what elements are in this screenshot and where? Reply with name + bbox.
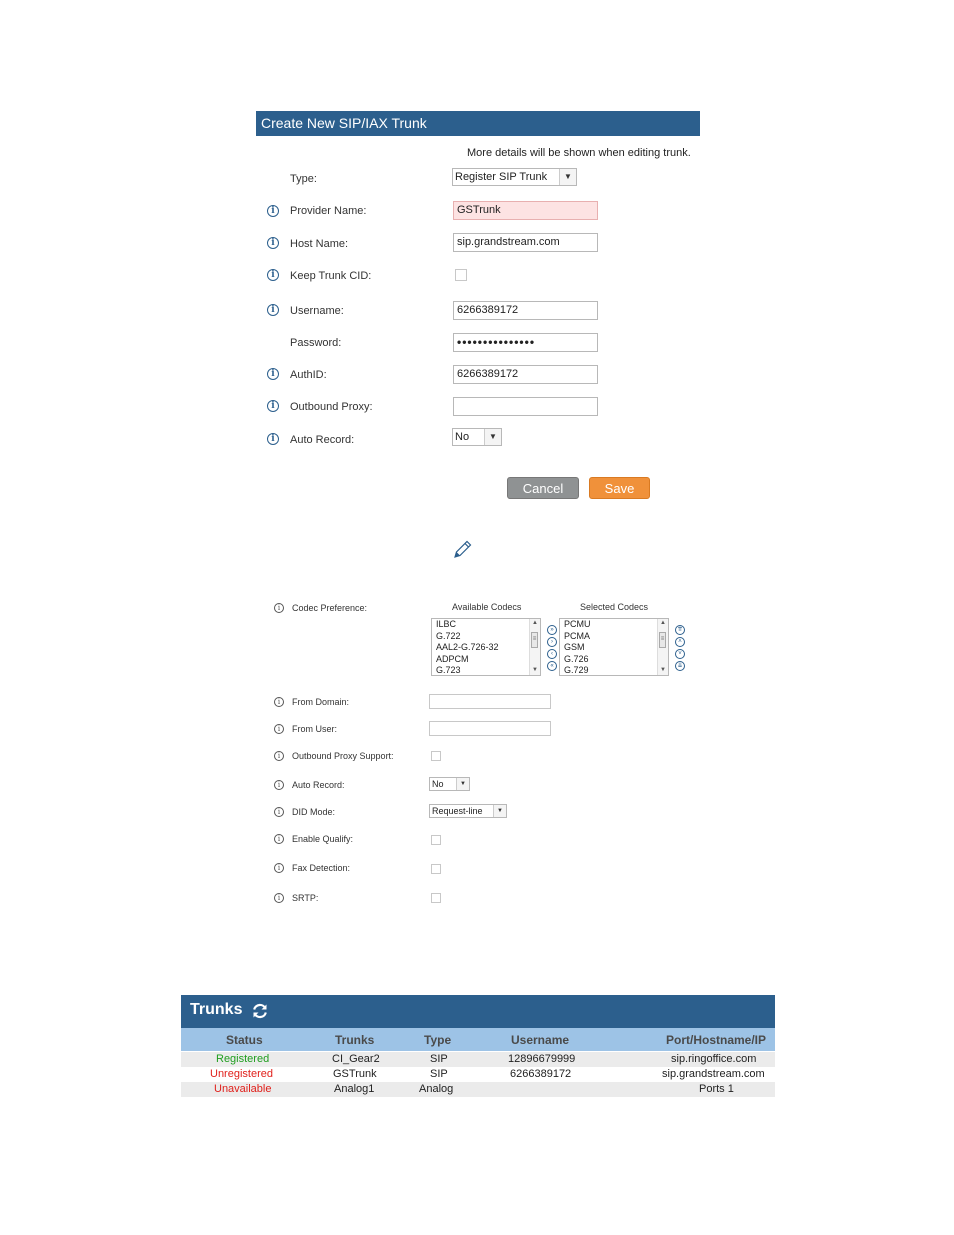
dialog-title: Create New SIP/IAX Trunk xyxy=(256,111,700,136)
available-codecs-caption: Available Codecs xyxy=(452,602,522,612)
auto-record-select-value: No xyxy=(455,431,470,443)
move-bottom-icon[interactable]: ⇊ xyxy=(675,661,685,671)
trunk-name: CI_Gear2 xyxy=(332,1053,380,1065)
info-icon[interactable]: i xyxy=(274,780,284,790)
auto-record-label: Auto Record: xyxy=(290,434,355,446)
table-row[interactable] xyxy=(181,1067,775,1082)
cancel-button[interactable]: Cancel xyxy=(507,477,579,499)
chevron-up-icon[interactable]: ▲ xyxy=(532,620,538,626)
srtp-checkbox[interactable] xyxy=(431,893,441,903)
trunk-name: GSTrunk xyxy=(333,1068,377,1080)
selected-codecs-caption: Selected Codecs xyxy=(580,602,649,612)
did-mode-select-value: Request-line xyxy=(432,806,483,816)
column-header-status[interactable]: Status xyxy=(226,1033,263,1047)
move-down-icon[interactable]: ˅ xyxy=(675,649,685,659)
authid-label: AuthID: xyxy=(290,369,327,381)
from-domain-label: From Domain: xyxy=(292,697,350,707)
trunk-host: sip.grandstream.com xyxy=(662,1068,765,1080)
move-right-icon[interactable]: › xyxy=(547,637,557,647)
pencil-icon[interactable] xyxy=(452,538,474,560)
trunk-username: 12896679999 xyxy=(508,1053,576,1065)
column-header-host[interactable]: Port/Hostname/IP xyxy=(666,1033,767,1047)
info-icon[interactable]: i xyxy=(274,863,284,873)
enable-qualify-checkbox[interactable] xyxy=(431,835,441,845)
trunks-header xyxy=(181,995,775,1028)
refresh-icon[interactable] xyxy=(251,1002,269,1020)
auto-record-select-advanced[interactable] xyxy=(429,777,470,791)
username-input[interactable]: 6266389172 xyxy=(453,301,598,320)
scrollbar-thumb[interactable]: ≡ xyxy=(531,632,538,648)
info-icon[interactable]: i xyxy=(274,807,284,817)
column-header-trunks[interactable]: Trunks xyxy=(335,1033,375,1047)
chevron-down-icon[interactable]: ▼ xyxy=(660,667,666,673)
info-icon[interactable]: i xyxy=(267,269,279,281)
list-item[interactable]: G.723 xyxy=(436,665,461,675)
list-item[interactable]: PCMU xyxy=(564,619,591,629)
trunk-username: 6266389172 xyxy=(510,1068,572,1080)
type-label: Type: xyxy=(290,173,317,185)
scrollbar[interactable] xyxy=(657,619,668,675)
chevron-down-icon[interactable]: ▼ xyxy=(532,667,538,673)
auto-record-label-advanced: Auto Record: xyxy=(292,780,345,790)
srtp-label: SRTP: xyxy=(292,893,319,903)
table-header xyxy=(181,1028,775,1051)
list-item[interactable]: ILBC xyxy=(436,619,457,629)
trunk-type: SIP xyxy=(430,1068,448,1080)
authid-input[interactable]: 6266389172 xyxy=(453,365,598,384)
keep-trunk-cid-label: Keep Trunk CID: xyxy=(290,270,372,282)
enable-qualify-label: Enable Qualify: xyxy=(292,834,354,844)
list-item[interactable]: ADPCM xyxy=(436,653,469,664)
list-item[interactable]: PCMA xyxy=(564,630,591,641)
host-name-input[interactable]: sip.grandstream.com xyxy=(453,233,598,252)
available-codecs-list[interactable] xyxy=(431,618,541,676)
outbound-proxy-label: Outbound Proxy: xyxy=(290,401,373,413)
info-icon[interactable]: i xyxy=(267,304,279,316)
type-select[interactable] xyxy=(452,168,577,186)
fax-detection-checkbox[interactable] xyxy=(431,864,441,874)
column-header-type[interactable]: Type xyxy=(424,1033,452,1047)
move-all-left-icon[interactable]: « xyxy=(547,661,557,671)
status-badge: Registered xyxy=(216,1053,270,1065)
did-mode-select[interactable] xyxy=(429,804,507,818)
outbound-proxy-input[interactable] xyxy=(453,397,598,416)
auto-record-select-value: No xyxy=(432,779,444,789)
list-item[interactable]: G.722 xyxy=(436,630,461,641)
trunk-name: Analog1 xyxy=(334,1083,375,1095)
type-select-value: Register SIP Trunk xyxy=(455,171,548,183)
table-row[interactable] xyxy=(181,1082,775,1097)
list-item[interactable]: GSM xyxy=(564,642,585,652)
trunk-host: sip.ringoffice.com xyxy=(671,1053,757,1065)
trunk-type: Analog xyxy=(419,1083,454,1095)
fax-detection-label: Fax Detection: xyxy=(292,863,351,873)
username-label: Username: xyxy=(290,305,344,317)
table-row[interactable] xyxy=(181,1052,775,1067)
save-button[interactable]: Save xyxy=(589,477,650,499)
info-icon[interactable]: i xyxy=(267,205,279,217)
status-badge: Unregistered xyxy=(210,1068,273,1080)
list-item[interactable]: G.729 xyxy=(564,665,589,675)
from-domain-input[interactable] xyxy=(429,694,551,709)
trunks-title: Trunks xyxy=(190,1001,243,1018)
info-icon[interactable]: i xyxy=(267,433,279,445)
from-user-input[interactable] xyxy=(429,721,551,736)
move-all-right-icon[interactable]: » xyxy=(547,625,557,635)
scrollbar-thumb[interactable]: ≡ xyxy=(659,632,666,648)
info-icon[interactable]: i xyxy=(267,237,279,249)
info-icon[interactable]: i xyxy=(274,751,284,761)
info-icon[interactable]: i xyxy=(274,834,284,844)
from-user-label: From User: xyxy=(292,724,337,734)
info-icon[interactable]: i xyxy=(274,603,284,613)
info-icon[interactable]: i xyxy=(267,400,279,412)
chevron-down-icon: ▼ xyxy=(484,429,501,445)
provider-name-label: Provider Name: xyxy=(290,205,367,217)
list-item[interactable]: G.726 xyxy=(564,653,589,664)
did-mode-label: DID Mode: xyxy=(292,807,336,817)
column-header-username[interactable]: Username xyxy=(511,1033,570,1047)
move-up-icon[interactable]: ˄ xyxy=(675,637,685,647)
host-name-label: Host Name: xyxy=(290,238,349,250)
provider-name-input[interactable]: GSTrunk xyxy=(453,201,598,220)
outbound-proxy-support-label: Outbound Proxy Support: xyxy=(292,751,394,761)
chevron-up-icon[interactable]: ▲ xyxy=(660,620,666,626)
trunk-type: SIP xyxy=(430,1053,448,1065)
chevron-down-icon: ▼ xyxy=(493,805,506,817)
move-top-icon[interactable]: ⇈ xyxy=(675,625,685,635)
keep-trunk-cid-checkbox[interactable] xyxy=(455,269,467,281)
info-icon[interactable]: i xyxy=(267,368,279,380)
info-icon[interactable]: i xyxy=(274,697,284,707)
trunk-host: Ports 1 xyxy=(699,1083,734,1095)
chevron-down-icon: ▼ xyxy=(456,778,469,790)
status-badge: Unavailable xyxy=(214,1083,272,1095)
selected-codecs-list[interactable] xyxy=(559,618,669,676)
auto-record-select[interactable] xyxy=(452,428,502,446)
chevron-down-icon: ▼ xyxy=(559,169,576,185)
list-item[interactable]: AAL2-G.726-32 xyxy=(436,642,499,652)
info-icon[interactable]: i xyxy=(274,893,284,903)
info-icon[interactable]: i xyxy=(274,724,284,734)
move-left-icon[interactable]: ‹ xyxy=(547,649,557,659)
outbound-proxy-support-checkbox[interactable] xyxy=(431,751,441,761)
password-label: Password: xyxy=(290,337,342,349)
codec-preference-label: Codec Preference: xyxy=(292,603,368,613)
scrollbar[interactable] xyxy=(529,619,540,675)
dialog-note: More details will be shown when editing trunk. xyxy=(467,147,691,159)
password-input[interactable]: ••••••••••••••• xyxy=(453,333,598,352)
